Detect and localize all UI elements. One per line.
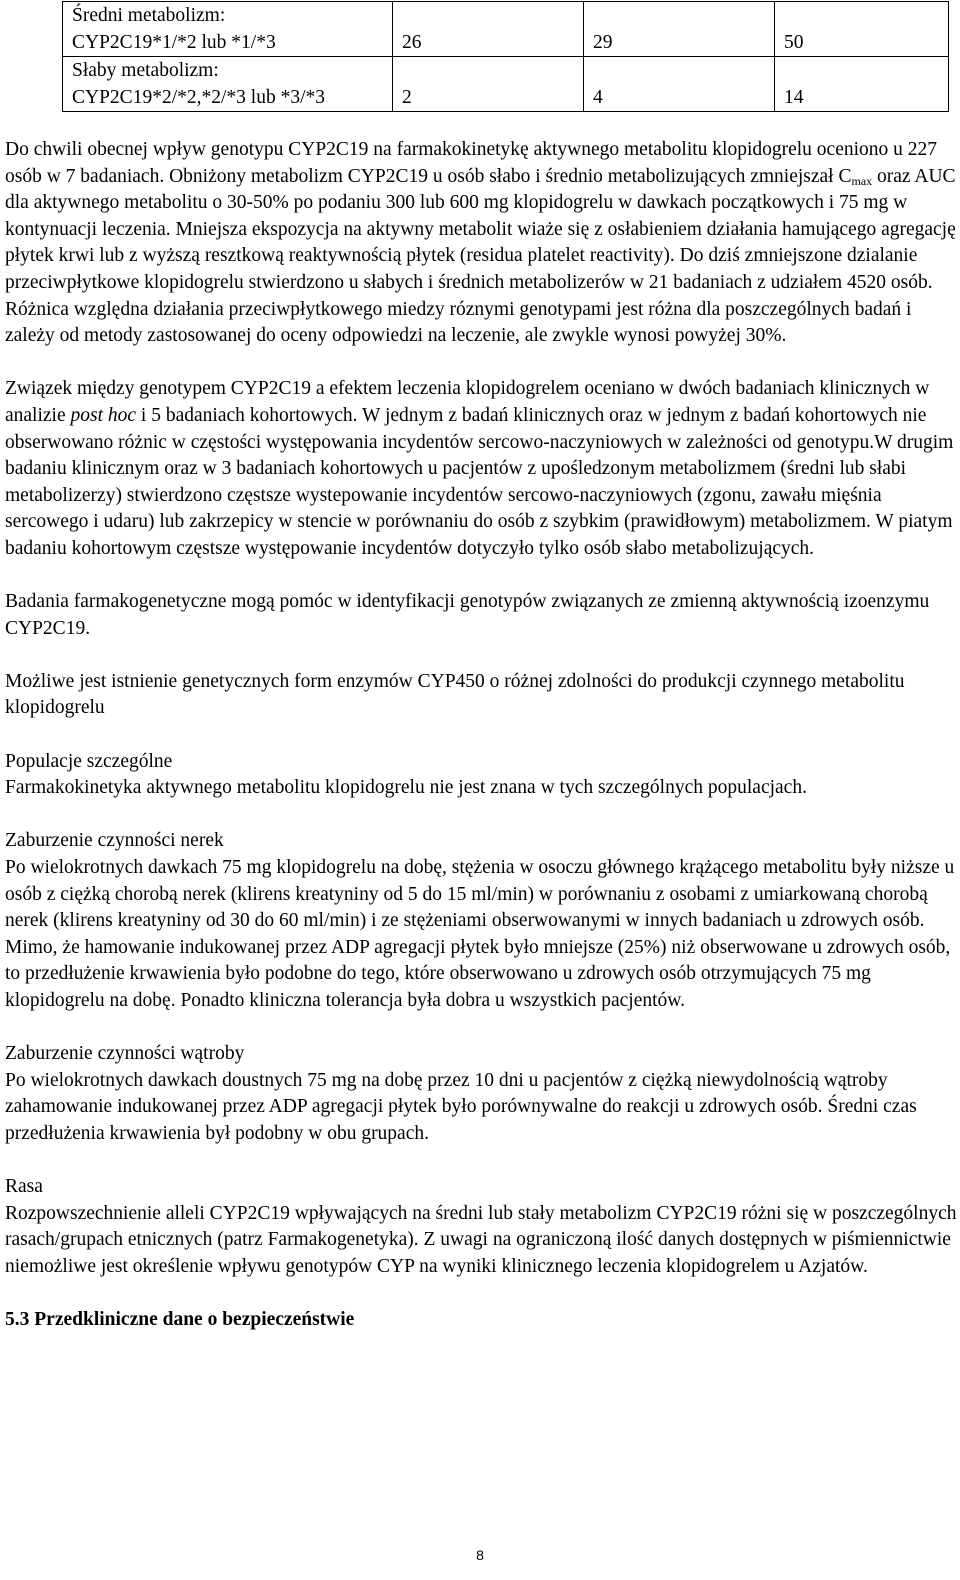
subsection-title-special-populations: Populacje szczególne [5, 750, 173, 772]
paragraph-text: oraz AUC dla aktywnego metabolitu o 30-50% po podaniu 300 lub 600 mg klopidogrelu w dawkach początkowych i 75 mg w kontynuacji leczenia. Mniejsza ekspozycja na aktywny metabolit wiaże się z osłabieniem działania hamującego agregację płytek krwi lub z wyższą resztkową reaktywnością płytek (residua platelet reactivity). Do dziś zmniejszone dzialanie przeciwpłytkowe klopidogrelu stwierdzono u słabych i średnich metabolizerów w 21 badaniach z udziałem 4520 osób. Różnica względna działania przeciwpłytkowego miedzy róznymi genotypami jest różna dla poszczególnych badań i zależy od metody zastosowanej do oceny odpowiedzi na leczenie, ale zwykle wynosi powyżej 30%. [5, 165, 956, 347]
paragraph-text: Do chwili obecnej wpływ genotypu CYP2C19 na farmakokinetykę aktywnego metabolitu klopidogrelu oceniono u 227 osób w 7 badaniach. Obniżony metabolizm CYP2C19 u osób słabo i średnio metabolizujących zmniejszał C [5, 139, 938, 187]
genotype-label: CYP2C19*2/*2,*2/*3 lub *3/*3 [72, 87, 325, 108]
table-cell: 50 [775, 2, 949, 57]
table-cell-genotype [63, 57, 393, 112]
page-number: 8 [476, 1547, 484, 1563]
genotype-label: CYP2C19*1/*2 lub *1/*3 [72, 32, 276, 53]
section-heading: 5.3 Przedkliniczne dane o bezpieczeństwie [5, 1309, 355, 1331]
paragraph-pharmacogenetics: Badania farmakogenetyczne mogą pomóc w identyfikacji genotypów związanych ze zmienną aktywnością izoenzymu CYP2C19. [5, 591, 930, 639]
subsection-title-renal: Zaburzenie czynności nerek [5, 830, 224, 852]
table-row [63, 2, 949, 57]
paragraph-renal: Po wielokrotnych dawkach 75 mg klopidogrelu na dobę, stężenia w osoczu głównego krążącego metabolitu były niższe u osób z ciężką chorobą nerek (klirens kreatyniny od 5 do 15 ml/min) w porównaniu z osobami z umiarkowaną chorobą nerek (klirens kreatyniny od 30 do 60 ml/min) i ze stężeniami obserwowanymi w innych badaniach u zdrowych osób. Mimo, że hamowanie indukowanej przez ADP agregacji płytek było mniejsze (25%) niż obserwowane u zdrowych osób, to przedłużenie krwawienia było podobne do tego, które obserwowano u zdrowych osób otrzymujących 75 mg klopidogrelu na dobę. Ponadto kliniczna tolerancja była dobra u wszystkich pacjentów. [5, 857, 955, 1011]
paragraph-special-populations: Farmakokinetyka aktywnego metabolitu klopidogrelu nie jest znana w tych szczególnych populacjach. [5, 777, 807, 799]
paragraph-hepatic: Po wielokrotnych dawkach doustnych 75 mg na dobę przez 10 dni u pacjentów z ciężką niewydolnością wątroby zahamowanie indukowanej przez ADP agregacji płytek było porównywalne do reakcji u zdrowych osób. Średni czas przedłużenia krwawienia był podobny w obu grupach. [5, 1069, 917, 1144]
body-text [5, 137, 957, 1334]
table-cell: 2 [393, 57, 584, 112]
paragraph-race: Rozpowszechnienie alleli CYP2C19 wpływających na średni lub stały metabolizm CYP2C19 różni się w poszczególnych rasach/grupach etnicznych (patrz Farmakogenetyka). Z uwagi na ograniczoną ilość danych dostępnych w piśmiennictwie niemożliwe jest określenie wpływu genotypów CYP na wyniki klinicznego leczenia klopidogrelem u Azjatów. [5, 1202, 957, 1277]
subscript-max: max [851, 173, 873, 188]
genotype-table [62, 1, 949, 112]
subsection-title-race: Rasa [5, 1176, 43, 1198]
paragraph-text: Związek między genotypem CYP2C19 a efektem leczenia klopidogrelem oceniano w dwóch badaniach klinicznych w analizie [5, 378, 930, 426]
subsection-title-hepatic: Zaburzenie czynności wątroby [5, 1043, 245, 1065]
table-cell: 4 [584, 57, 775, 112]
table-cell: 29 [584, 2, 775, 57]
paragraph-pharmacokinetics [5, 137, 957, 350]
paragraph-clinical-studies [5, 376, 957, 562]
table-cell: 14 [775, 57, 949, 112]
table-cell-genotype [63, 2, 393, 57]
table-cell: 26 [393, 2, 584, 57]
paragraph-cyp450: Możliwe jest istnienie genetycznych form enzymów CYP450 o różnej zdolności do produkcji czynnego metabolitu klopidogrelu [5, 670, 905, 719]
metabolizer-label: Słaby metabolizm: [72, 60, 219, 81]
italic-term: post hoc [70, 404, 137, 426]
table-row [63, 57, 949, 112]
paragraph-text: i 5 badaniach kohortowych. W jednym z badań klinicznych oraz w jednym z badań kohortowych nie obserwowano różnic w częstości występowania incydentów sercowo-naczyniowych w zależności od genotypu.W drugim badaniu klinicznym oraz w 3 badaniach kohortowych u pacjentów z upośledzonym metabolizmem (średni lub słabi metabolizerzy) stwierdzono częstsze wystepowanie incydentów sercowo-naczyniowych (zgonu, zawału mięśnia sercowego i udaru) lub zakrzepicy w stencie w porównaniu do osób z szybkim (prawidłowym) metabolizmem. W piatym badaniu kohortowym częstsze występowanie incydentów dotyczyło tylko osób słabo metabolizujących. [5, 404, 954, 559]
metabolizer-label: Średni metabolizm: [72, 5, 226, 26]
